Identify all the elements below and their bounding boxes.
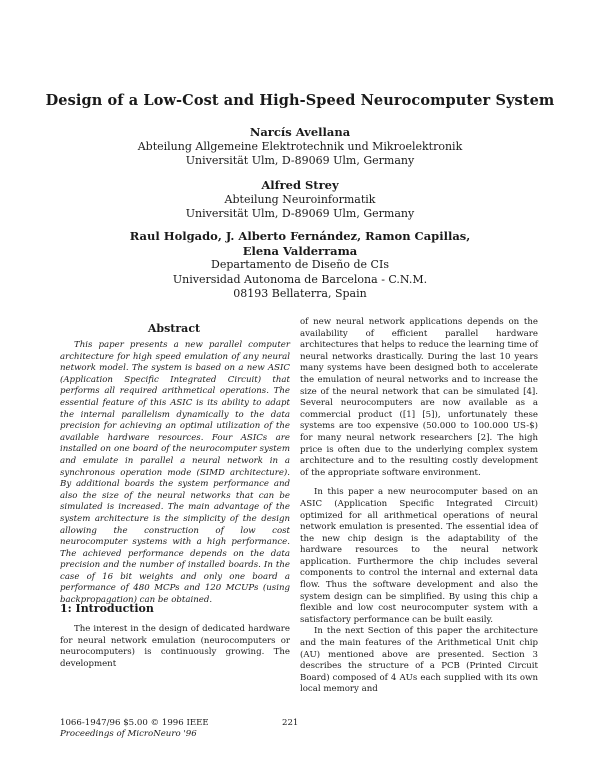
- affiliation-line: Abteilung Allgemeine Elektrotechnik und Mikroelektronik: [137, 139, 463, 153]
- affiliation-line: Universität Ulm, D-89069 Ulm, Germany: [185, 154, 415, 167]
- author-block-3: [0, 229, 600, 302]
- abstract-paragraph: This paper presents a new parallel computer architecture for high speed emulation of any neural network model. The system is based on a new ASIC (Application Specific Integrated Circuit) that performs all required arithmetical operations. The essential feature of this ASIC is its ability to adapt the internal parallelism dynamically to the data precision for achieving an optimal utilization of the available hardware resources. Four ASICs are installed on one board of the neurocomputer system and emulate in parallel a neural network in a synchronous operation mode (SIMD architecture). By additional boards the system performance and also the size of the neural networks that can be simulated is increased. The main advantage of the system architecture is the simplicity of the design allowing the construction of low cost neurocomputer systems with a high performance. The achieved performance depends on the data precision and the number of installed boards. In the case of 16 bit weights and only one board a performance of 480 MCPs and 120 MCUPs (using backpropagation) can be obtained.: [60, 340, 290, 606]
- author-block-1: [0, 125, 600, 169]
- intro-paragraph: The interest in the design of dedicated hardware for neural network emulation (neurocomputers or neurocomputers) is continuously growing. The development: [60, 624, 290, 669]
- body-paragraph: In this paper a new neurocomputer based on an ASIC (Application Specific Integrated Circuit) optimized for all arithmetical operations of neural network emulation is presented. The essential idea of the new chip design is the adaptability of the hardware resources to the neural network application. Furthermore the chip includes several components to control the internal and external data flow. Thus the software development and also the system design can be simplified. By using this chip a flexible and low cost neurocomputer system with a satisfactory performance can be built easily.: [300, 487, 538, 625]
- affiliation-line: Departamento de Diseño de CIs: [211, 258, 389, 271]
- body-paragraph: of new neural network applications depends on the availability of efficient parallel hardware architectures that helps to reduce the learning time of neural networks drastically. During the last 10 years many systems have been designed both to accelerate the emulation of neural networks and to increase the size of the neural network that can be simulated [4]. Several neurocomputers are now available as a commercial product ([1] [5]), unfortunately these systems are too expensive (50.000 to 100.000 US-$) for many neural network researchers [2]. The high price is often due to the underlying complex system architecture and to the resulting costly development of the appropriate software environment.: [300, 317, 538, 478]
- body-paragraph: In the next Section of this paper the architecture and the main features of the Arithmetical Unit chip (AU) mentioned above are presented. Section 3 describes the structure of a PCB (Printed Circuit Board) composed of 4 AUs each supplied with its own local memory and: [300, 626, 538, 695]
- affiliation-line: Universidad Autonoma de Barcelona - C.N.M.: [172, 272, 428, 286]
- page-number: 221: [282, 718, 299, 728]
- introduction-text: [60, 624, 290, 670]
- abstract-text: [60, 340, 290, 607]
- author-block-2: [0, 178, 600, 222]
- author-name: Alfred Strey: [261, 178, 339, 192]
- copyright-line: 1066-1947/96 $5.00 © 1996 IEEE: [60, 718, 209, 728]
- author-name: Narcís Avellana: [249, 125, 351, 139]
- affiliation-line: Universität Ulm, D-89069 Ulm, Germany: [185, 207, 415, 220]
- affiliation-line: Abteilung Neuroinformatik: [224, 192, 376, 206]
- author-name: Raul Holgado, J. Alberto Fernández, Ramon Capillas,: [129, 229, 471, 243]
- affiliation-line: 08193 Bellaterra, Spain: [233, 287, 367, 300]
- paper-title: Design of a Low-Cost and High-Speed Neurocomputer System: [45, 92, 555, 109]
- venue-line: Proceedings of MicroNeuro '96: [60, 729, 197, 739]
- section-heading-introduction: 1: Introduction: [60, 602, 154, 615]
- abstract-heading: Abstract: [147, 322, 201, 335]
- right-column: [300, 317, 538, 696]
- footer: [60, 718, 209, 740]
- author-name: Elena Valderrama: [242, 243, 358, 258]
